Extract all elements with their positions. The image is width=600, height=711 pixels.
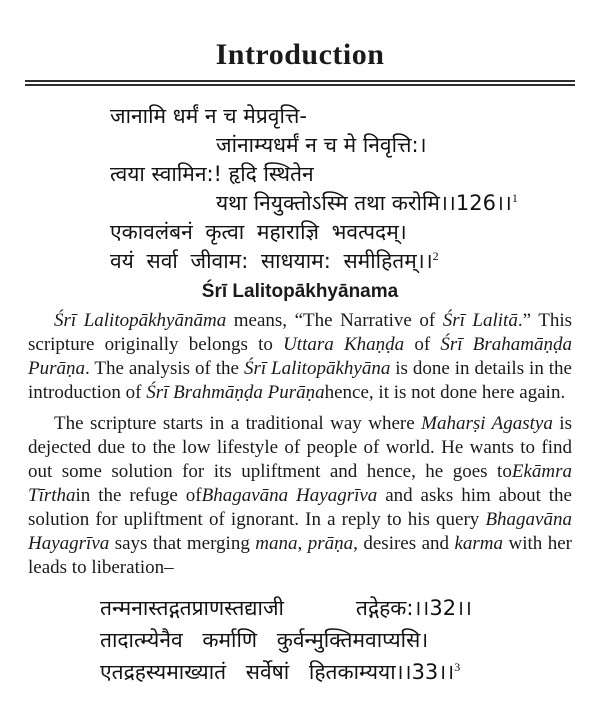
italic-term: prāṇa (307, 533, 354, 554)
body-text: , desires and (353, 533, 455, 554)
verse-text: त्वया स्वामिन:! हृदि स्थितेन (110, 162, 314, 186)
body-text: says that merging (109, 533, 256, 554)
italic-term: mana (255, 533, 298, 554)
body-text: hence, it is not done here again. (324, 382, 566, 403)
sanskrit-verse-block-2 (100, 592, 472, 688)
body-text: means, “The Narrative of (226, 310, 443, 331)
verse-text: तद्गेहक:।।32।। (355, 596, 472, 620)
italic-term: Bhagavāna Hayagrīva (28, 509, 572, 554)
footnote-ref-1: 1 (511, 191, 518, 205)
sanskrit-verse-block-1 (28, 102, 572, 276)
verse-text: तन्मनास्तद्गतप्राणस्तद्याजी (100, 596, 285, 620)
verse-text: जांनाम्यधर्मं न च मे निवृत्ति:। (216, 133, 427, 157)
body-text: is done in details in the introduction of (28, 358, 572, 403)
italic-term: Maharṣi Agastya (421, 413, 553, 434)
verse1-line-2 (110, 131, 572, 160)
body-text: in the refuge of (75, 485, 202, 506)
verse1-line-5 (110, 218, 572, 247)
page-title: Introduction (215, 38, 385, 71)
verse-text: एतद्रहस्यमाख्यातं सर्वेषां हितकाम्यया।।33।। (100, 660, 455, 684)
italic-term: Śrī Lalitopākhyānāma (54, 310, 227, 331)
italic-term: Śrī Brahamāṇḍa Purāṇa (28, 334, 572, 379)
body-text: The scripture starts in a traditional way where (54, 413, 422, 434)
italic-term: Śrī Lalitā (442, 310, 518, 331)
body-text: , (297, 533, 308, 554)
body-text: of (404, 334, 441, 355)
verse-text: वयं सर्वा जीवाम: साधयाम: समीहितम्।। (110, 249, 433, 273)
verse2-line-1 (100, 592, 472, 624)
verse2-line-2 (100, 624, 472, 656)
italic-term: karma (454, 533, 504, 554)
verse1-line-6 (110, 247, 572, 276)
verse-text: जानामि धर्मं न च मेप्रवृत्ति- (110, 104, 307, 128)
italic-term: Śrī Lalitopākhyāna (243, 358, 391, 379)
title-double-rule (25, 80, 575, 86)
body-text: with her leads to liberation– (28, 533, 573, 578)
section-heading: Śrī Lalitopākhyānama (201, 281, 399, 302)
verse-text: एकावलंबनं कृत्वा महाराज्ञि भवत्पदम्। (110, 220, 407, 244)
body-text: is dejected due to the low lifestyle of people of world. He wants to find out some solution for its upliftment and hence, he goes to (28, 413, 572, 482)
italic-term: Ekāmra Tīrtha (28, 461, 572, 506)
verse1-line-3 (110, 160, 572, 189)
body-text: .” This scripture originally belongs to (28, 310, 572, 355)
verse-text: यथा नियुक्तोऽस्मि तथा करोमि।।126।। (216, 191, 512, 215)
italic-term: Bhagavāna Hayagrīva (201, 485, 378, 506)
body-text: . The analysis of the (85, 358, 244, 379)
italic-term: Uttara Khaṇḍa (283, 334, 405, 355)
footnote-ref-3: 3 (454, 660, 461, 674)
paragraph-2 (28, 412, 572, 580)
verse1-line-4 (110, 189, 572, 218)
paragraph-1 (28, 309, 572, 405)
footnote-ref-2: 2 (432, 249, 439, 263)
verse-text: तादात्म्येनैव कर्माणि कुर्वन्मुक्तिमवाप्यसि। (100, 628, 429, 652)
body-text: and asks him about the solution for upliftment of ignorant. In a reply to his query (28, 485, 572, 530)
verse1-line-1 (110, 102, 572, 131)
verse2-line-3 (100, 656, 472, 688)
italic-term: Śrī Brahmāṇḍa Purāṇa (146, 382, 325, 403)
